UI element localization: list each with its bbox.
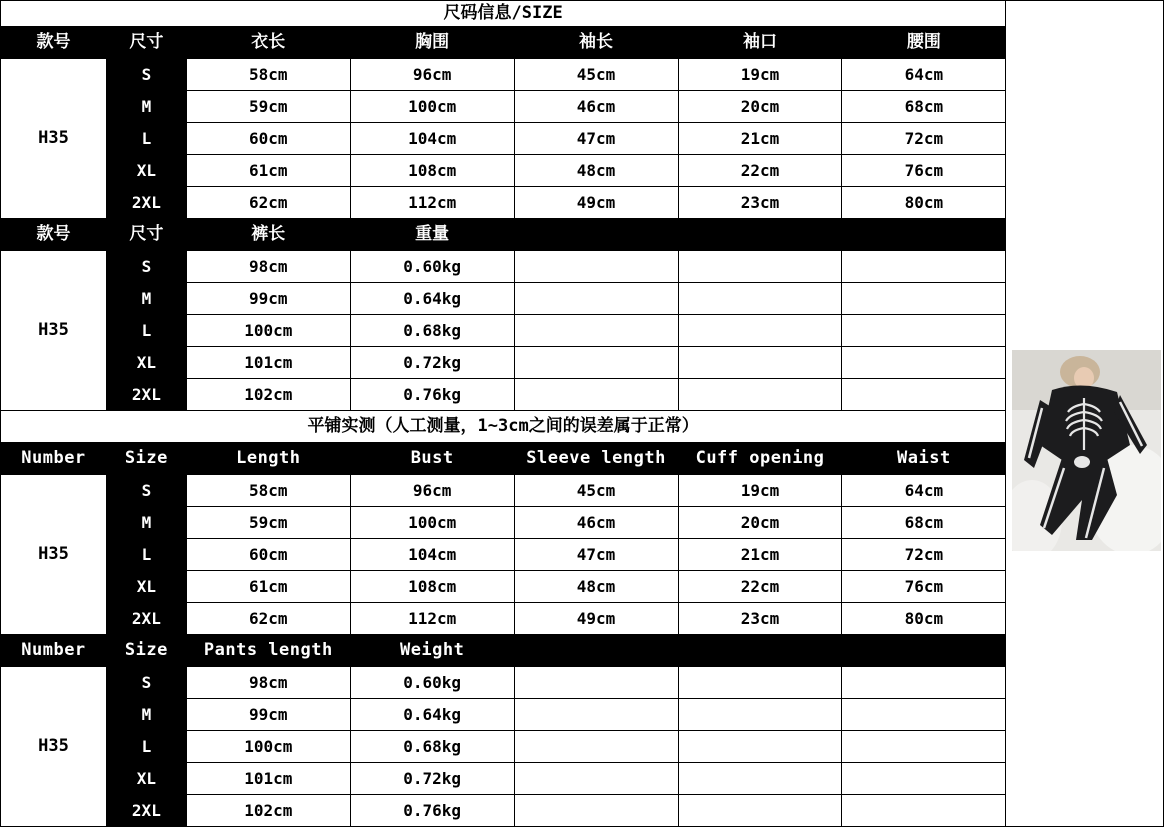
value-cell: 22cm: [678, 571, 842, 603]
value-cell: 104cm: [350, 539, 514, 571]
cn-pants-header-row: [1, 219, 1164, 251]
value-cell: 61cm: [186, 571, 350, 603]
empty-cell: [842, 379, 1006, 411]
value-cell: 108cm: [350, 571, 514, 603]
measurement-note: 平铺实测（人工测量，1~3cm之间的误差属于正常）: [1, 411, 1006, 443]
value-cell: 47cm: [514, 539, 678, 571]
value-cell: 23cm: [678, 603, 842, 635]
value-cell: 100cm: [350, 91, 514, 123]
header-cell: 袖口: [678, 27, 842, 59]
size-label: M: [106, 283, 186, 315]
empty-cell: [678, 315, 842, 347]
header-cell: Number: [1, 443, 107, 475]
empty-cell: [514, 251, 678, 283]
header-cell: [514, 635, 678, 667]
table-row: [1, 507, 1164, 539]
value-cell: 96cm: [350, 475, 514, 507]
header-cell: 尺寸: [106, 219, 186, 251]
empty-cell: [842, 251, 1006, 283]
value-cell: 101cm: [186, 347, 350, 379]
size-label: S: [106, 667, 186, 699]
value-cell: 62cm: [186, 603, 350, 635]
empty-cell: [514, 667, 678, 699]
value-cell: 108cm: [350, 155, 514, 187]
header-cell: Size: [106, 443, 186, 475]
header-cell: Waist: [842, 443, 1006, 475]
value-cell: 72cm: [842, 539, 1006, 571]
value-cell: 0.64kg: [350, 283, 514, 315]
header-cell: Size: [106, 635, 186, 667]
value-cell: 22cm: [678, 155, 842, 187]
header-cell: 裤长: [186, 219, 350, 251]
empty-cell: [514, 763, 678, 795]
value-cell: 49cm: [514, 187, 678, 219]
header-cell: 款号: [1, 27, 107, 59]
empty-cell: [678, 795, 842, 827]
value-cell: 48cm: [514, 571, 678, 603]
value-cell: 102cm: [186, 795, 350, 827]
empty-cell: [514, 379, 678, 411]
value-cell: 46cm: [514, 91, 678, 123]
value-cell: 61cm: [186, 155, 350, 187]
style-code: H35: [1, 59, 107, 219]
size-label: 2XL: [106, 187, 186, 219]
value-cell: 80cm: [842, 603, 1006, 635]
value-cell: 102cm: [186, 379, 350, 411]
value-cell: 0.64kg: [350, 699, 514, 731]
empty-cell: [842, 283, 1006, 315]
value-cell: 45cm: [514, 59, 678, 91]
empty-cell: [678, 667, 842, 699]
style-code: H35: [1, 475, 107, 635]
value-cell: 98cm: [186, 667, 350, 699]
value-cell: 76cm: [842, 571, 1006, 603]
header-cell: 衣长: [186, 27, 350, 59]
value-cell: 64cm: [842, 475, 1006, 507]
value-cell: 19cm: [678, 59, 842, 91]
table-row: [1, 315, 1164, 347]
empty-cell: [678, 283, 842, 315]
size-label: L: [106, 539, 186, 571]
value-cell: 0.72kg: [350, 347, 514, 379]
value-cell: 46cm: [514, 507, 678, 539]
table-row: [1, 59, 1164, 91]
header-cell: 腰围: [842, 27, 1006, 59]
empty-cell: [842, 347, 1006, 379]
value-cell: 101cm: [186, 763, 350, 795]
value-cell: 99cm: [186, 699, 350, 731]
value-cell: 76cm: [842, 155, 1006, 187]
table-row: [1, 731, 1164, 763]
table-row: [1, 795, 1164, 827]
value-cell: 60cm: [186, 539, 350, 571]
cn-top-header-row: [1, 27, 1164, 59]
style-code: H35: [1, 667, 107, 827]
header-cell: [514, 219, 678, 251]
empty-cell: [678, 347, 842, 379]
empty-cell: [514, 283, 678, 315]
table-row: [1, 763, 1164, 795]
table-row: [1, 379, 1164, 411]
value-cell: 98cm: [186, 251, 350, 283]
value-cell: 104cm: [350, 123, 514, 155]
value-cell: 0.72kg: [350, 763, 514, 795]
value-cell: 58cm: [186, 59, 350, 91]
header-cell: [678, 219, 842, 251]
empty-cell: [842, 699, 1006, 731]
en-pants-header-row: [1, 635, 1164, 667]
size-label: S: [106, 475, 186, 507]
value-cell: 20cm: [678, 507, 842, 539]
value-cell: 0.68kg: [350, 315, 514, 347]
header-cell: 款号: [1, 219, 107, 251]
value-cell: 62cm: [186, 187, 350, 219]
header-cell: 胸围: [350, 27, 514, 59]
value-cell: 0.68kg: [350, 731, 514, 763]
value-cell: 23cm: [678, 187, 842, 219]
header-cell: 袖长: [514, 27, 678, 59]
size-label: S: [106, 251, 186, 283]
value-cell: 64cm: [842, 59, 1006, 91]
value-cell: 0.60kg: [350, 667, 514, 699]
value-cell: 100cm: [186, 731, 350, 763]
value-cell: 58cm: [186, 475, 350, 507]
value-cell: 96cm: [350, 59, 514, 91]
measure-note-row: [1, 411, 1164, 443]
size-label: 2XL: [106, 795, 186, 827]
value-cell: 48cm: [514, 155, 678, 187]
empty-cell: [678, 763, 842, 795]
value-cell: 0.60kg: [350, 251, 514, 283]
table-row: [1, 123, 1164, 155]
value-cell: 99cm: [186, 283, 350, 315]
table-row: [1, 251, 1164, 283]
empty-cell: [678, 251, 842, 283]
style-code: H35: [1, 251, 107, 411]
header-cell: [842, 635, 1006, 667]
header-cell: Sleeve length: [514, 443, 678, 475]
model-skeleton-outfit-image: [1012, 350, 1161, 551]
table-row: [1, 91, 1164, 123]
table-row: [1, 667, 1164, 699]
size-label: L: [106, 123, 186, 155]
empty-cell: [514, 731, 678, 763]
value-cell: 112cm: [350, 603, 514, 635]
header-cell: Pants length: [186, 635, 350, 667]
empty-cell: [514, 347, 678, 379]
table-row: [1, 155, 1164, 187]
en-top-header-row: [1, 443, 1164, 475]
empty-cell: [842, 763, 1006, 795]
value-cell: 100cm: [350, 507, 514, 539]
value-cell: 68cm: [842, 507, 1006, 539]
size-label: M: [106, 507, 186, 539]
size-label: 2XL: [106, 379, 186, 411]
value-cell: 72cm: [842, 123, 1006, 155]
header-cell: Cuff opening: [678, 443, 842, 475]
value-cell: 19cm: [678, 475, 842, 507]
size-label: XL: [106, 155, 186, 187]
value-cell: 21cm: [678, 539, 842, 571]
size-label: 2XL: [106, 603, 186, 635]
value-cell: 100cm: [186, 315, 350, 347]
size-label: M: [106, 699, 186, 731]
product-photo: [1012, 350, 1161, 551]
empty-cell: [514, 699, 678, 731]
header-cell: Length: [186, 443, 350, 475]
value-cell: 0.76kg: [350, 379, 514, 411]
size-label: S: [106, 59, 186, 91]
value-cell: 68cm: [842, 91, 1006, 123]
chart-title: 尺码信息/SIZE: [1, 1, 1006, 27]
value-cell: 49cm: [514, 603, 678, 635]
empty-cell: [514, 315, 678, 347]
size-label: M: [106, 91, 186, 123]
header-cell: Bust: [350, 443, 514, 475]
empty-cell: [678, 699, 842, 731]
value-cell: 0.76kg: [350, 795, 514, 827]
empty-cell: [514, 795, 678, 827]
value-cell: 59cm: [186, 91, 350, 123]
value-cell: 47cm: [514, 123, 678, 155]
size-label: XL: [106, 347, 186, 379]
table-row: [1, 475, 1164, 507]
value-cell: 21cm: [678, 123, 842, 155]
header-cell: Number: [1, 635, 107, 667]
value-cell: 112cm: [350, 187, 514, 219]
empty-cell: [842, 667, 1006, 699]
empty-cell: [842, 315, 1006, 347]
value-cell: 60cm: [186, 123, 350, 155]
table-row: [1, 347, 1164, 379]
table-row: [1, 539, 1164, 571]
header-cell: 重量: [350, 219, 514, 251]
size-label: L: [106, 315, 186, 347]
size-label: XL: [106, 571, 186, 603]
empty-cell: [842, 795, 1006, 827]
header-cell: [842, 219, 1006, 251]
size-label: XL: [106, 763, 186, 795]
size-label: L: [106, 731, 186, 763]
header-cell: [678, 635, 842, 667]
empty-cell: [842, 731, 1006, 763]
value-cell: 59cm: [186, 507, 350, 539]
empty-cell: [678, 731, 842, 763]
value-cell: 20cm: [678, 91, 842, 123]
table-row: [1, 571, 1164, 603]
table-row: [1, 699, 1164, 731]
value-cell: 80cm: [842, 187, 1006, 219]
table-row: [1, 187, 1164, 219]
value-cell: 45cm: [514, 475, 678, 507]
table-row: [1, 283, 1164, 315]
table-row: [1, 603, 1164, 635]
header-cell: 尺寸: [106, 27, 186, 59]
empty-cell: [678, 379, 842, 411]
header-cell: Weight: [350, 635, 514, 667]
